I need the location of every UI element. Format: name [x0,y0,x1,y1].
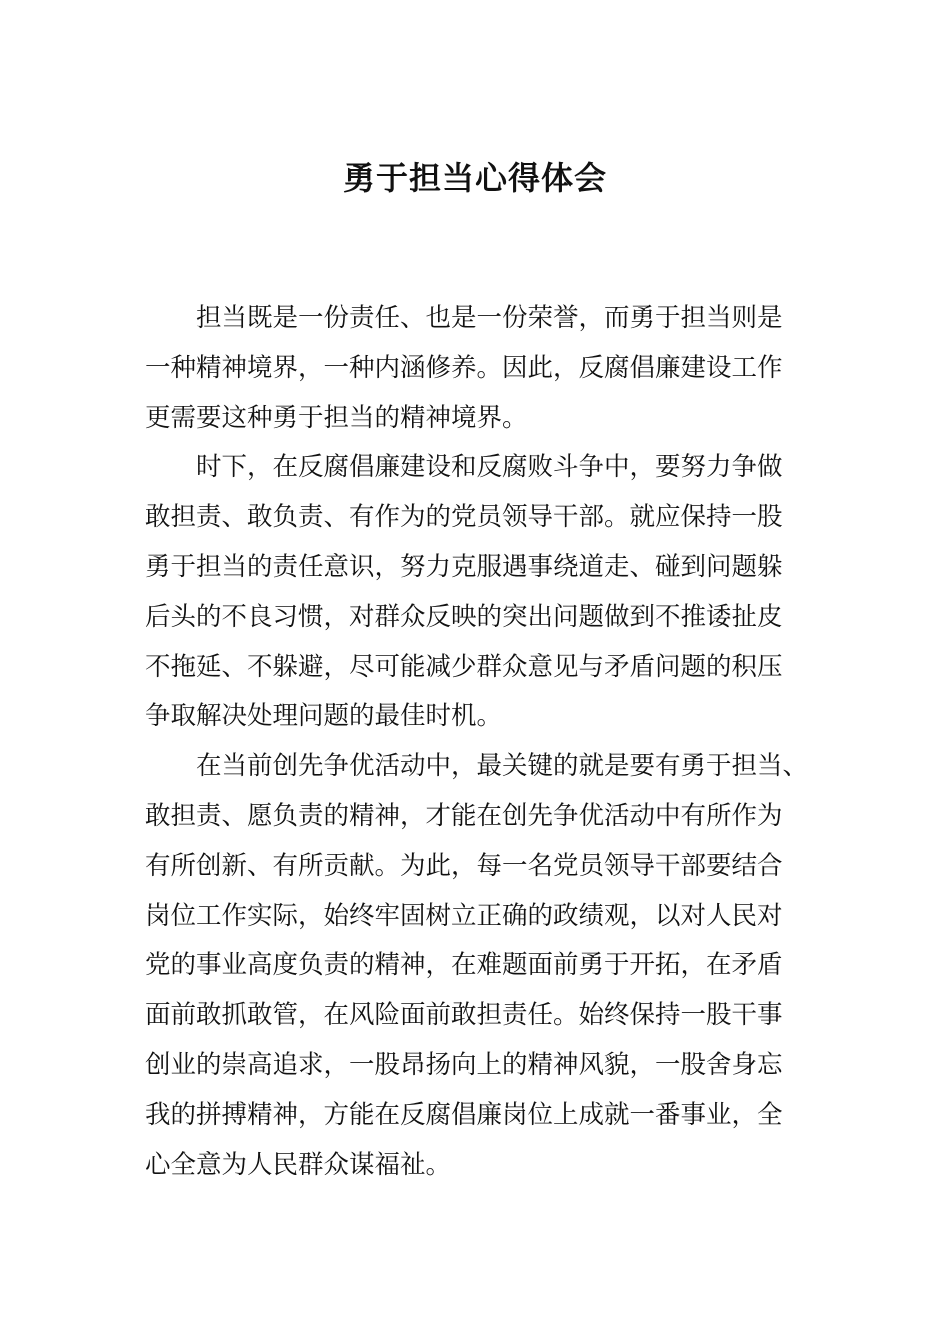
paragraph-3-line-1: 在当前创先争优活动中，最关键的就是要有勇于担当、 [196,751,809,782]
paragraph-3-line-4: 岗位工作实际，始终牢固树立正确的政绩观，以对人民对 [145,900,783,931]
paragraph-1-line-3: 更需要这种勇于担当的精神境界。 [145,402,528,433]
paragraph-3-line-9: 心全意为人民群众谋福祉。 [145,1149,452,1180]
paragraph-2-line-6: 争取解决处理问题的最佳时机。 [145,701,503,732]
paragraph-2-line-2: 敢担责、敢负责、有作为的党员领导干部。就应保持一股 [145,502,783,533]
paragraph-3-line-3: 有所创新、有所贡献。为此，每一名党员领导干部要结合 [145,850,783,881]
paragraph-3-line-8: 我的拼搏精神，方能在反腐倡廉岗位上成就一番事业，全 [145,1099,783,1130]
paragraph-3-line-2: 敢担责、愿负责的精神，才能在创先争优活动中有所作为 [145,800,783,831]
paragraph-2-line-5: 不拖延、不躲避，尽可能减少群众意见与矛盾问题的积压 [145,651,783,682]
paragraph-3-line-5: 党的事业高度负责的精神，在难题面前勇于开拓，在矛盾 [145,950,783,981]
document-body [145,294,817,1190]
paragraph-1-line-2: 一种精神境界，一种内涵修养。因此，反腐倡廉建设工作 [145,352,783,383]
paragraph-2-line-3: 勇于担当的责任意识，努力克服遇事绕道走、碰到问题躲 [145,551,783,582]
paragraph-3-line-7: 创业的崇高追求，一股昂扬向上的精神风貌，一股舍身忘 [145,1049,783,1080]
paragraph-2-line-1: 时下，在反腐倡廉建设和反腐败斗争中，要努力争做 [196,452,783,483]
paragraph-2-line-4: 后头的不良习惯，对群众反映的突出问题做到不推诿扯皮 [145,601,783,632]
paragraph-1-line-1: 担当既是一份责任、也是一份荣誉，而勇于担当则是 [196,303,783,333]
paragraph-3-line-6: 面前敢抓敢管，在风险面前敢担责任。始终保持一股干事 [145,1000,783,1031]
document-title: 勇于担当心得体会 [342,159,607,197]
